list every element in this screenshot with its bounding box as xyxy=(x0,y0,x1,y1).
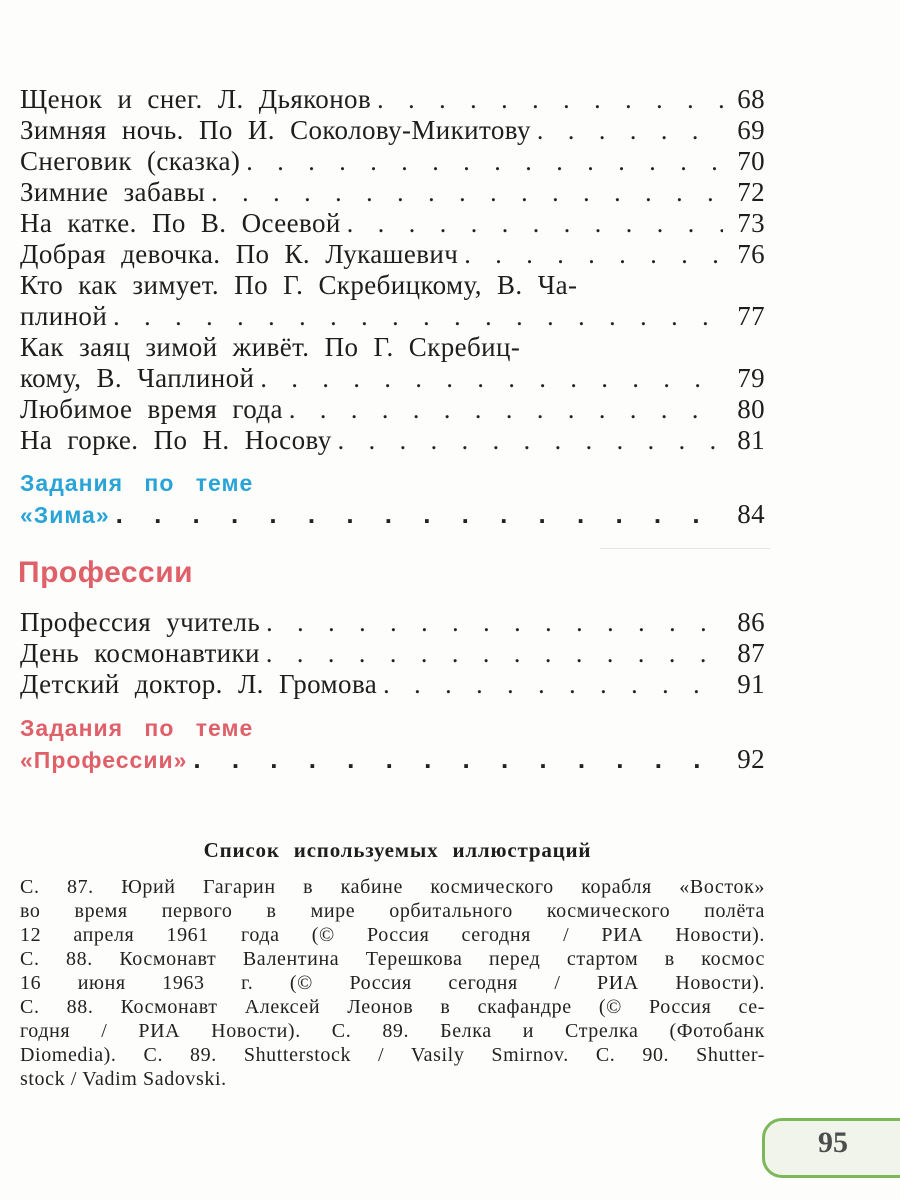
toc-entry-title-line1: Как заяц зимой живёт. По Г. Скребиц- xyxy=(20,332,521,362)
credits-line: годня / РИА Новости). С. 89. Белка и Стрелка (Фотобанк xyxy=(20,1020,765,1042)
toc-entry-title: Зимняя ночь. По И. Соколову-Микитову xyxy=(20,115,531,145)
toc-entry-title: На горке. По Н. Носову xyxy=(20,425,332,455)
toc-entry xyxy=(20,363,765,394)
toc-dot-leader xyxy=(383,669,723,700)
section-title-professions: Профессии xyxy=(18,556,194,589)
toc-entry xyxy=(20,177,765,208)
page-number: 95 xyxy=(818,1126,848,1159)
credits-line: stock / Vadim Sadovski. xyxy=(20,1068,227,1090)
toc-entry-page: 91 xyxy=(737,669,765,699)
toc-entry-page: 92 xyxy=(737,744,765,774)
toc-entry-page: 87 xyxy=(737,638,765,668)
toc-entry-title: Детский доктор. Л. Громова xyxy=(20,669,378,699)
credits-line: С. 88. Космонавт Валентина Терешкова перед стартом в космос xyxy=(20,948,765,970)
toc-entry-page: 79 xyxy=(737,363,765,393)
toc-entry-page: 84 xyxy=(737,499,765,529)
toc-entry-page: 76 xyxy=(737,239,765,269)
toc-entry-title: Щенок и снег. Л. Дьяконов xyxy=(20,84,372,114)
toc-dot-leader xyxy=(266,607,723,638)
toc-entry xyxy=(20,301,765,332)
toc-entry-title: Снеговик (сказка) xyxy=(20,146,241,176)
divider xyxy=(600,548,770,549)
toc-dot-leader xyxy=(260,363,723,394)
toc-entry-title: На катке. По В. Осеевой xyxy=(20,208,341,238)
credits-line: 12 апреля 1961 года (© Россия сегодня / РИА Новости). xyxy=(20,924,765,946)
toc-entry xyxy=(20,239,765,270)
credits-line: Diomedia). С. 89. Shutterstock / Vasily Smirnov. С. 90. Shutter- xyxy=(20,1044,765,1066)
toc-entry-page: 68 xyxy=(737,84,765,114)
toc-entry-page: 86 xyxy=(737,607,765,637)
toc-entry xyxy=(20,394,765,425)
toc-winter-tasks xyxy=(20,468,765,530)
toc-dot-leader xyxy=(246,146,723,177)
toc-entry-page: 80 xyxy=(737,394,765,424)
toc-entry xyxy=(20,669,765,700)
toc-dot-leader xyxy=(537,115,723,146)
toc-dot-leader xyxy=(464,239,723,270)
toc-entry-title-line1: Кто как зимует. По Г. Скребицкому, В. Ча- xyxy=(20,270,578,300)
toc-dot-leader xyxy=(347,208,723,239)
toc-dot-leader xyxy=(113,301,723,332)
toc-entry-page: 73 xyxy=(737,208,765,238)
toc-entry xyxy=(20,607,765,638)
toc-professions-list xyxy=(20,607,765,700)
toc-entry-page: 77 xyxy=(737,301,765,331)
toc-entry xyxy=(20,638,765,669)
toc-winter-list xyxy=(20,84,765,456)
toc-entry-title: Добрая девочка. По К. Лукашевич xyxy=(20,239,459,269)
toc-entry xyxy=(20,208,765,239)
profession-tasks-heading-line1: Задания по теме xyxy=(20,715,254,741)
toc-entry-title-line2: кому, В. Чаплиной xyxy=(20,363,255,393)
toc-entry xyxy=(20,115,765,146)
profession-tasks-heading-line2: «Профессии» xyxy=(20,747,188,773)
toc-dot-leader xyxy=(211,177,723,208)
toc-dot-leader xyxy=(266,638,723,669)
toc-entry xyxy=(20,146,765,177)
illustrations-title: Список используемых иллюстраций xyxy=(203,838,592,862)
toc-entry-page: 69 xyxy=(737,115,765,145)
credits-line: С. 88. Космонавт Алексей Леонов в скафандре (© Россия се- xyxy=(20,996,765,1018)
toc-entry xyxy=(20,499,765,530)
toc-entry-page: 70 xyxy=(737,146,765,176)
illustrations-credits xyxy=(20,838,765,1091)
toc-entry xyxy=(20,744,765,775)
toc-entry-title: Профессия учитель xyxy=(20,607,261,637)
credits-line: С. 87. Юрий Гагарин в кабине космического корабля «Восток» xyxy=(20,876,765,898)
toc-entry xyxy=(20,84,765,115)
toc-entry-title: Любимое время года xyxy=(20,394,283,424)
toc-entry-title: Зимние забавы xyxy=(20,177,206,207)
winter-tasks-heading-line2: «Зима» xyxy=(20,502,110,528)
toc-profession-tasks xyxy=(20,713,765,775)
toc-entry-page: 81 xyxy=(737,425,765,455)
toc-entry-title-line2: плиной xyxy=(20,301,108,331)
toc-entry-title: День космонавтики xyxy=(20,638,260,668)
toc-dot-leader xyxy=(193,744,723,775)
toc-dot-leader xyxy=(338,425,723,456)
credits-line: во время первого в мире орбитального космического полёта xyxy=(20,900,765,922)
credits-line: 16 июня 1963 г. (© Россия сегодня / РИА Новости). xyxy=(20,972,765,994)
toc-dot-leader xyxy=(289,394,723,425)
toc-entry xyxy=(20,425,765,456)
toc-dot-leader xyxy=(377,84,723,115)
toc-entry-page: 72 xyxy=(737,177,765,207)
toc-dot-leader xyxy=(116,499,723,530)
winter-tasks-heading-line1: Задания по теме xyxy=(20,470,254,496)
